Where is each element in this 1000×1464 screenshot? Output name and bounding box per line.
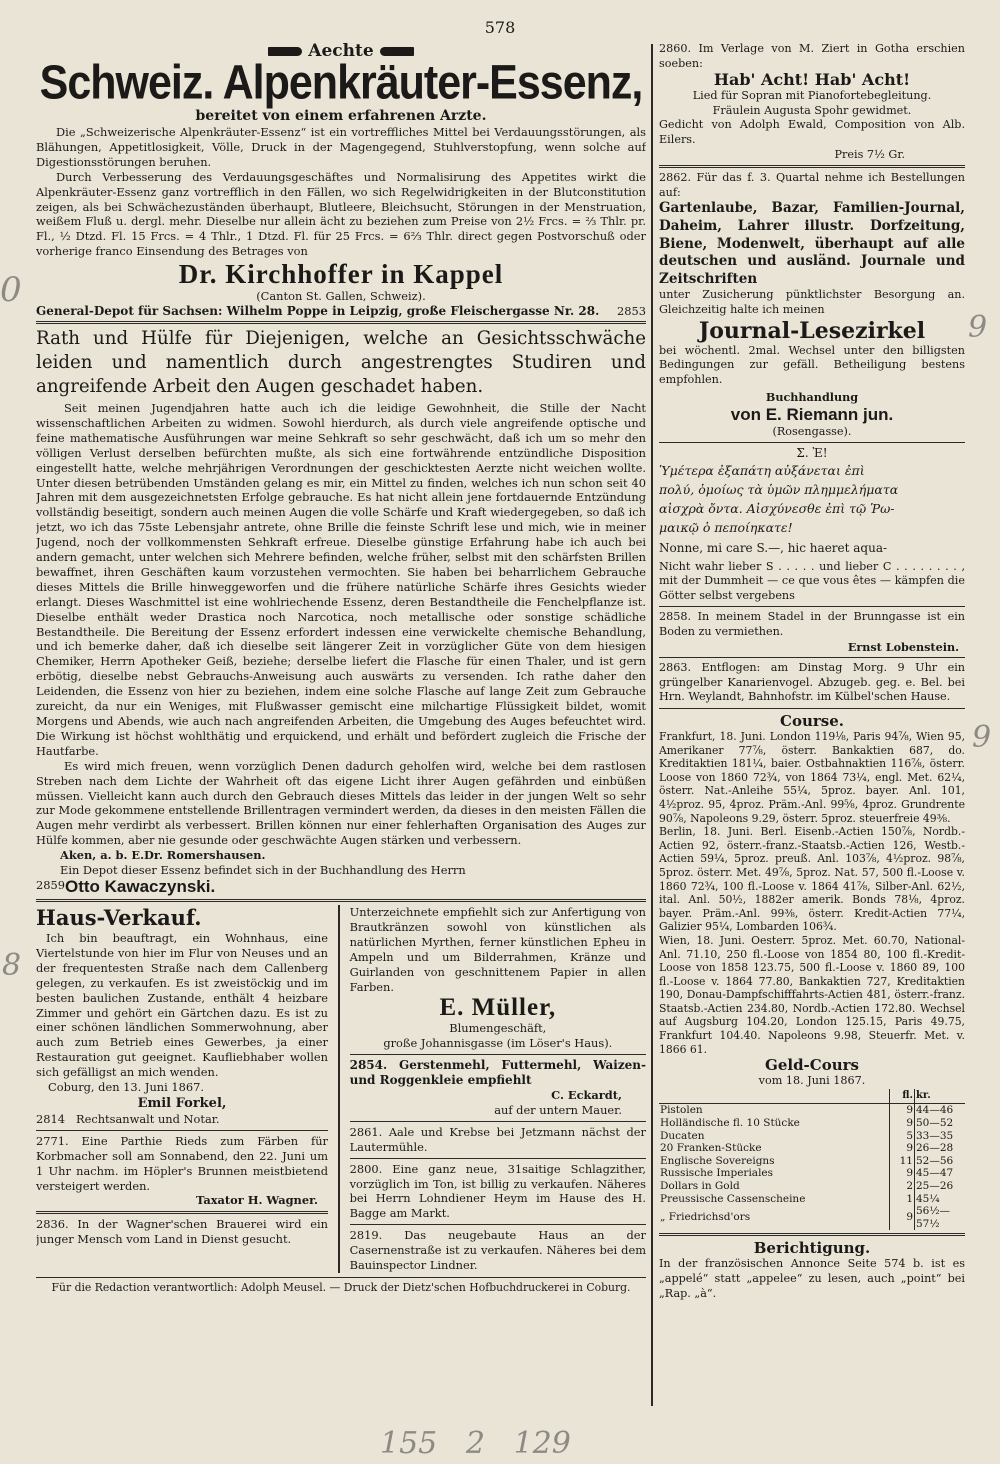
separator [659, 606, 965, 607]
pencil-mark: 9 [972, 720, 992, 755]
pencil-mark: 8 [2, 948, 22, 983]
course-wien: Wien, 18. Juni. Oesterr. 5proz. Met. 60.70, National-Anl. 71.10, 250 fl.-Loose von 1854 80, 100 fl.-Kredit-Loose von 1858 123.75, 500 fl.-Loose v. 1860 89, 100 fl.-Loose v. 1864 77.80, Bankaktien 727, Kreditaktien 190, Donau-Dampfschifffahrts-Actien 481, österr.-franz. Staatsb.-Actien 234.80, Nordb.-Actien 172.80. Wechsel auf Augsburg 104.20, London 125.15, Paris 49.75, Frankfurt 104.40. Napoleons 9.98, Steuerfr. Met. v. 1866 61. [659, 933, 965, 1056]
ad-address: große Johannisgasse (im Löser's Haus). [383, 1036, 613, 1051]
table-row [659, 1142, 965, 1155]
flourish-right-icon [380, 47, 414, 56]
ad-signer: Emil Forkel, [137, 1095, 227, 1111]
ad-title: Schweiz. Alpenkräuter-Essenz, [39, 56, 643, 110]
ad-address: (Rosengasse). [772, 424, 852, 438]
ad-signer: Dr. Romershausen. [144, 848, 266, 863]
fl-value: 9 [890, 1205, 915, 1230]
separator [350, 1121, 646, 1122]
kr-value: 50—52 [915, 1117, 966, 1130]
ad-depot-name: Otto Kawaczynski. [65, 876, 216, 896]
ad-greek [659, 446, 965, 603]
fl-value: 2 [890, 1180, 915, 1193]
right-column [659, 42, 965, 1412]
ad-2860 [659, 42, 965, 162]
course-title: Course. [780, 712, 844, 730]
kr-value: 52—56 [915, 1155, 966, 1168]
ad-signer: Ernst Lobenstein. [847, 639, 959, 654]
currency-name: Pistolen [660, 1104, 703, 1117]
ad-caserne: 2819. Das neugebaute Haus an der Casernenstraße ist zu verkaufen. Näheres bei dem Bauinspector Lindner. [349, 1228, 646, 1273]
separator [659, 442, 965, 443]
pencil-mark: 0 [0, 270, 22, 310]
ad-depot-text: Ein Depot dieser Essenz befindet sich in der Buchhandlung des Herrn [60, 863, 466, 878]
table-row [659, 1155, 965, 1168]
ad-body: 2860. Im Verlage von M. Ziert in Gotha erschien soeben: [659, 42, 965, 70]
table-row [659, 1193, 965, 1206]
separator [36, 899, 646, 902]
currency-name: „ Friedrichsd'ors [660, 1211, 751, 1224]
ad-doctor-name: Dr. Kirchhoffer in Kappel [178, 259, 504, 290]
ad-signer: C. Eckardt, [551, 1088, 622, 1103]
ad-signature-row [36, 848, 646, 863]
ad-wagner: 2836. In der Wagner'schen Brauerei wird ein junger Mensch vom Land in Dienst gesucht. [36, 1217, 328, 1247]
berichtigung-body: In der französischen Annonce Seite 574 b. ist es „appelé“ statt „appelee“ zu lesen, auch „point“ bei „Rap. „à“. [659, 1257, 965, 1300]
separator [659, 165, 965, 168]
ad-body: 2862. Für das f. 3. Quartal nehme ich Bestellungen auf: [659, 171, 965, 199]
ad-body: Ich bin beauftragt, ein Wohnhaus, eine Viertelstunde von hier im Flur von Neuses und an der frequentesten Straße nach dem Callenberg gelegen, zu verkaufen. Es ist zweistöckig und im besten baulichen Zustande, enthält 4 heizbare Zimmer und gehört ein Gärtchen dazu. Es ist zu einer schönen ländlichen Sommerwohnung, aber auch zum Betrieb eines Gewerbes, ja einer Restauration gut geeignet. Kaufliebhaber wollen sich gefälligst an mich wenden. [36, 930, 328, 1080]
currency-name: Holländische fl. 10 Stücke [660, 1117, 800, 1130]
ad-zither: 2800. Eine ganz neue, 31saitige Schlagzither, vorzüglich im Ton, ist billig zu verkaufen. Näheres bei Herrn Lohndiener Heym im Hause des H. Bagge am Markt. [349, 1161, 646, 1221]
ad-body: Unterzeichnete empfiehlt sich zur Anfertigung von Brautkränzen sowohl von künstlichen als natürlichen Myrthen, ferner künstlichen Epheu in Ampeln und um Bilderrahmen, Kränze und Guirlanden von geschnittenem Papier in allen Farben. [349, 904, 646, 994]
ad-shop: Buchhandlung [765, 390, 859, 405]
ad-journal-list: Gartenlaube, Bazar, Familien-Journal, Daheim, Lahrer illustr. Dorfzeitung, Biene, Modenwelt, überhaupt auf alle deutschen und ausländ. Journale und Zeitschriften [659, 200, 965, 287]
table-row [659, 1180, 965, 1193]
geld-title: Geld-Cours [765, 1056, 859, 1075]
ad-number: 2859 [36, 877, 65, 892]
kr-value: 26—28 [915, 1142, 966, 1155]
ad-shop: Blumengeschäft, [449, 1021, 547, 1036]
greek-line: Ὑμέτερα ἐξαπάτη αὐξάνεται ἐπὶ [659, 463, 865, 479]
ad-title: Haus-Verkauf. [36, 904, 202, 930]
kr-value: 44—46 [915, 1104, 966, 1117]
separator [36, 1130, 328, 1131]
kr-value: 45—47 [915, 1167, 966, 1180]
pencil-mark: 155 2 129 [380, 1426, 571, 1461]
greek-line: πολύ, ὁμοίως τὰ ὑμῶν πλημμελήματα [659, 482, 899, 498]
fl-value: 9 [890, 1167, 915, 1180]
greek-line: μαικῷ ὁ πεποίηκατε! [659, 520, 793, 536]
table-row [659, 1130, 965, 1143]
geld-date: vom 18. Juni 1867. [758, 1074, 866, 1088]
ad-title: Hab' Acht! Hab' Acht! [713, 70, 911, 90]
ad-role: Rechtsanwalt und Notar. [76, 1111, 220, 1126]
ad-alpenkraeuter [36, 42, 646, 318]
separator [350, 1158, 646, 1159]
ad-dedication: Fräulein Augusta Spohr gewidmet. [712, 103, 912, 117]
ad-number: 2853 [617, 303, 646, 318]
ad-riedt: 2771. Eine Parthie Rieds zum Färben für Korbmacher soll am Sonnabend, den 22. Juni um 1 Uhr nachm. im Höpler's Brunnen meistbietend versteigert werden. [36, 1133, 328, 1193]
ad-signer: von E. Riemann jun. [730, 404, 894, 424]
geld-table [659, 1089, 965, 1231]
currency-name: Preussische Cassenscheine [660, 1192, 806, 1205]
inner-divider [338, 905, 340, 1273]
latin-line: Nonne, mi care S.—, hic haeret aqua- [659, 541, 888, 556]
ad-2863 [659, 661, 965, 705]
ad-body: Es wird mich freuen, wenn vorzüglich Denen dadurch geholfen wird, welche bei dem rastlosen Streben nach dem Lichte der Wahrheit oft das eigene Licht ihrer Augen gefährden und einbüßen müssen. Vielleicht kann auch durch den Gebrauch dieses Mittels das leider in der jungen Welt so sehr zur Mode gekommene entstellende Brillentragen vermindert werden, da dieses in den meisten Fällen die Augen mehr verdirbt als verbessert. Brillen können nur einer fehlerhaften Organisation des Auges zur Hülfe kommen, aber nie gesunde oder geschwächte Augen stärken und verbessern. [36, 758, 646, 848]
table-row [659, 1104, 965, 1117]
ad-name: E. Müller, [439, 994, 557, 1022]
separator [659, 708, 965, 709]
berichtigung-title: Berichtigung. [753, 1239, 871, 1258]
flourish-left-icon [268, 47, 302, 56]
ad-2862 [659, 171, 965, 439]
ad-subtitle: bereitet von einem erfahrenen Arzte. [195, 108, 487, 124]
table-header: fl. [890, 1089, 915, 1104]
fl-value: 9 [890, 1104, 915, 1117]
ad-body: 2863. Entflogen: am Dinstag Morg. 9 Uhr ein grüngelber Kanarienvogel. Abzugeb. geg. e. Bel. bei Hrn. Weylandt, Bahnhofstr. im Külbel'schen Hause. [659, 661, 965, 704]
ad-body: Seit meinen Jugendjahren hatte auch ich die leidige Gewohnheit, die Stille der Nacht wissenschaftlichen Arbeiten zu widmen. Sowohl hierdurch, als durch viele angreifende optische und feine mathematische Ausführungen war meine Sehkraft so sehr geschwächt, daß ich um so mehr den völligen Verlust derselben befürchten mußte, als sich eine fortwährende entzündliche Disposition eingestellt hatte, welche mehrjährigen Verordnungen der geschicktesten Aerzte nicht weichen wollte. Unter diesen betrübenden Umständen gelang es mir, ein Mittel zu finden, welches ich nun schon seit 40 Jahren mit dem ausgezeichnetsten Erfolge gebrauche. Es hat nicht allein jene fortdauernde Entzündung vollständig beseitigt, sondern auch meinen Augen die volle Schärfe und Kraft wiedergegeben, so daß ich jetzt, wo ich das 75ste Lebensjahr antrete, ohne Brille die feinste Schrift lese und mich, wie in meiner Jugend, noch der vollkommensten Sehkraft erfreue. Dieselbe günstige Erfahrung habe ich auch bei andern gemacht, unter welchen sich Mehrere befinden, welche früher, selbst mit den schärfsten Brillen bewaffnet, ihren Geschäften kaum vorzustehen vermochten. Sie haben bei beharrlichem Gebrauche dieses Mittels die Brille hinweggeworfen und die frühere natürliche Schärfe ihres Gesichts wieder erlangt. Dieses Waschmittel ist eine wohlriechende Essenz, deren Bestandtheile die Fenchelpflanze ist. Dieselbe enthält weder Drastica noch Narcotica, noch metallische oder sonstige schädliche Bestandtheile. Die Bereitung der Essenz erfordert indessen eine verwickelte chemische Behandlung, und ich bemerke daher, daß ich dieselbe seit längerer Zeit in vorzüglicher Güte von dem hiesigen Chemiker, Herrn Apotheker Geiß, beziehe; derselbe liefert die Flasche für einen Thaler, und ist gern erbötig, dieselbe nebst Gebrauchs-Anweisung auch auswärts zu versenden. Ich rathe daher den Leidenden, die Essenz von hier zu beziehen, indem eine solche Flasche auf lange Zeit zum Gebrauche zureicht, da nur ein Weniges, mit Flußwasser gemischt eine milchartige Flüssigkeit bildet, womit Morgens und Abends, wie auch nach angreifenden Arbeiten, die Umgebung des Auges befeuchtet wird. Die Wirkung ist höchst wohlthätig und erquickend, und erhält und befördert zugleich die Frische der Hautfarbe. [36, 400, 646, 758]
footer-imprint: Für die Redaction verantwortlich: Adolph Meusel. — Druck der Dietz'schen Hofbuchdruckerei in Coburg. [51, 1281, 631, 1294]
bottom-section [36, 905, 646, 1273]
greek-line: αἰσχρὰ ὄντα. Αἰσχύνεσθε ἐπὶ τῷ Ῥω- [659, 501, 895, 517]
ad-2858 [659, 610, 965, 654]
ad-paragraph: Durch Verbesserung des Verdauungsgeschäftes und Normalisirung des Appetites wirkt die Alpenkräuter-Essenz ganz vortrefflich in den Fällen, wo sich Regelwidrigkeiten in der Blutconstitution zeigen, als bei Schwächezuständen überhaupt, Blutleere, Bleichsucht, Störungen in der Menstruation, weißem Fluß u. dergl. mehr. Dieselbe nur allein ächt zu beziehen zum Preise von 2½ Frcs. = ⅔ Thlr. pr. Fl., ½ Dtzd. Fl. 15 Frcs. = 4 Thlr., 1 Dtzd. Fl. für 25 Frcs. = 6⅔ Thlr. direct gegen Postvorschuß oder vorherige franco Einsendung des Betrages von [36, 169, 646, 259]
page-number: 578 [484, 18, 516, 37]
currency-name: Russische Imperiales [660, 1167, 774, 1180]
kr-value: 45¼ [915, 1193, 966, 1206]
ad-eckardt: 2854. Gerstenmehl, Futtermehl, Waizen- und Roggenkleie empfiehlt [349, 1058, 646, 1088]
table-row [659, 1167, 965, 1180]
ad-paragraph: Die „Schweizerische Alpenkräuter-Essenz“ ist ein vortreffliches Mittel bei Verdauungsstörungen, als Blähungen, Appetitlosigkeit, Völle, Druck in der Magengegend, Stuhlverstopfung, wenn solche auf Digestionsstörungen beruhen. [36, 125, 646, 169]
ad-dateline: Coburg, den 13. Juni 1867. [48, 1080, 205, 1095]
ad-depot: General-Depot für Sachsen: Wilhelm Poppe in Leipzig, große Fleischergasse Nr. 28. [36, 304, 600, 319]
ad-number: 2814 [36, 1111, 65, 1126]
ad-canton: (Canton St. Gallen, Schweiz). [256, 289, 426, 304]
table-header: kr. [915, 1089, 966, 1104]
course-berlin: Berlin, 18. Juni. Berl. Eisenb.-Actien 150⅞, Nordb.-Actien 92, österr.-franz.-Staatsb.-Actien 126, Westb.-Actien 59¼, 5proz. preuß. Anl. 103⅞, 4½proz. 98⅞, 5proz. österr. Met. 49⅞, 5proz. Nat. 57, 500 fl.-Loose v. 1860 72¾, 100 fl.-Loose v. 1864 41⅞, Silber-Anl. 62½, ital. Anl. 50½, 1882er amerik. Bonds 78⅛, 4proz. bayer. Präm.-Anl. 99⅜, österr. Kredit-Actien 77¼, Galizier 95¼, Lombarden 106¾. [659, 825, 965, 934]
separator [36, 1211, 328, 1214]
ad-mueller-column [350, 905, 646, 1273]
table-body [659, 1104, 965, 1230]
fl-value: 9 [890, 1142, 915, 1155]
separator [350, 1224, 646, 1225]
column-divider [651, 44, 653, 1406]
ad-lesezirkel: Journal-Lesezirkel [698, 317, 926, 344]
fl-value: 11 [890, 1155, 915, 1168]
ad-rath-und-huelfe [36, 327, 646, 896]
currency-name: 20 Franken-Stücke [660, 1142, 762, 1155]
ad-address: auf der untern Mauer. [494, 1102, 622, 1117]
ad-headline: Rath und Hülfe für Diejenigen, welche an Gesichtsschwäche leiden und namentlich durch angestrengtes Studiren und angreifende Arbeit den Augen geschadet haben. [36, 327, 646, 397]
ad-subtitle: Lied für Sopran mit Pianofortebegleitung. [692, 89, 932, 103]
table-row [659, 1117, 965, 1130]
table-header-row [659, 1089, 965, 1104]
left-column [36, 42, 646, 1412]
german-line: Nicht wahr lieber S . . . . . und lieber C . . . . . . . . , mit der Dummheit — ce que vous êtes — kämpfen die Götter selbst vergebens [659, 559, 965, 602]
separator [659, 657, 965, 658]
geld-cours-section [659, 1056, 965, 1230]
kr-value: 56½—57½ [915, 1205, 966, 1230]
separator [36, 321, 646, 324]
fl-value: 1 [890, 1193, 915, 1206]
ad-signer: Taxator H. Wagner. [195, 1193, 318, 1208]
pencil-mark: 9 [968, 310, 988, 345]
ad-berichtigung [659, 1239, 965, 1301]
table-row [659, 1205, 965, 1230]
ad-signer-row [36, 1112, 328, 1127]
separator [659, 1233, 965, 1236]
currency-name: Englische Sovereigns [660, 1154, 775, 1167]
separator [350, 1054, 646, 1055]
ad-body: bei wöchentl. 2mal. Wechsel unter den billigsten Bedingungen zur gefäll. Betheiligung bestens empfohlen. [659, 343, 965, 386]
ad-aale: 2861. Aale und Krebse bei Jetzmann nächst der Lautermühle. [349, 1124, 646, 1154]
course-frankfurt: Frankfurt, 18. Juni. London 119⅛, Paris 94⅞, Wien 95, Amerikaner 77⅞, österr. Bankaktien 687, do. Kreditaktien 181¼, baier. Ostbahnaktien 116⅞, österr. Loose von 1860 72¾, von 1864 73¼, engl. Met. 62¼, österr. Nat.-Anleihe 55¼, 5proz. bayer. Anl. 101, 4½proz. 95, 4proz. Präm.-Anl. 99⅝, 4proz. Grundrente 90⅞, Napoleons 9.29, österr. 5proz. steuerfreie 49⅜. [659, 730, 965, 825]
fl-value: 5 [890, 1130, 915, 1143]
ad-body: 2858. In meinem Stadel in der Brunngasse ist ein Boden zu vermiethen. [659, 610, 965, 639]
course-section [659, 712, 965, 1056]
ad-salutation: Σ. Ἐ! [796, 446, 828, 461]
ad-price: Preis 7½ Gr. [834, 147, 905, 161]
ad-place: Aken, a. b. E. [60, 848, 145, 863]
currency-name: Ducaten [660, 1129, 705, 1142]
ad-haus-verkauf [36, 905, 328, 1273]
separator [36, 1277, 646, 1278]
ad-depot-row [36, 878, 646, 896]
kr-value: 25—26 [915, 1180, 966, 1193]
ad-poem-credit: Gedicht von Adolph Ewald, Composition von Alb. Eilers. [659, 118, 965, 146]
kr-value: 33—35 [915, 1130, 966, 1143]
fl-value: 9 [890, 1117, 915, 1130]
currency-name: Dollars in Gold [660, 1180, 740, 1192]
ad-header-text: Aechte [308, 42, 374, 61]
ad-body: unter Zusicherung pünktlichster Besorgung an. Gleichzeitig halte ich meinen [659, 288, 965, 316]
table-header [659, 1089, 890, 1104]
